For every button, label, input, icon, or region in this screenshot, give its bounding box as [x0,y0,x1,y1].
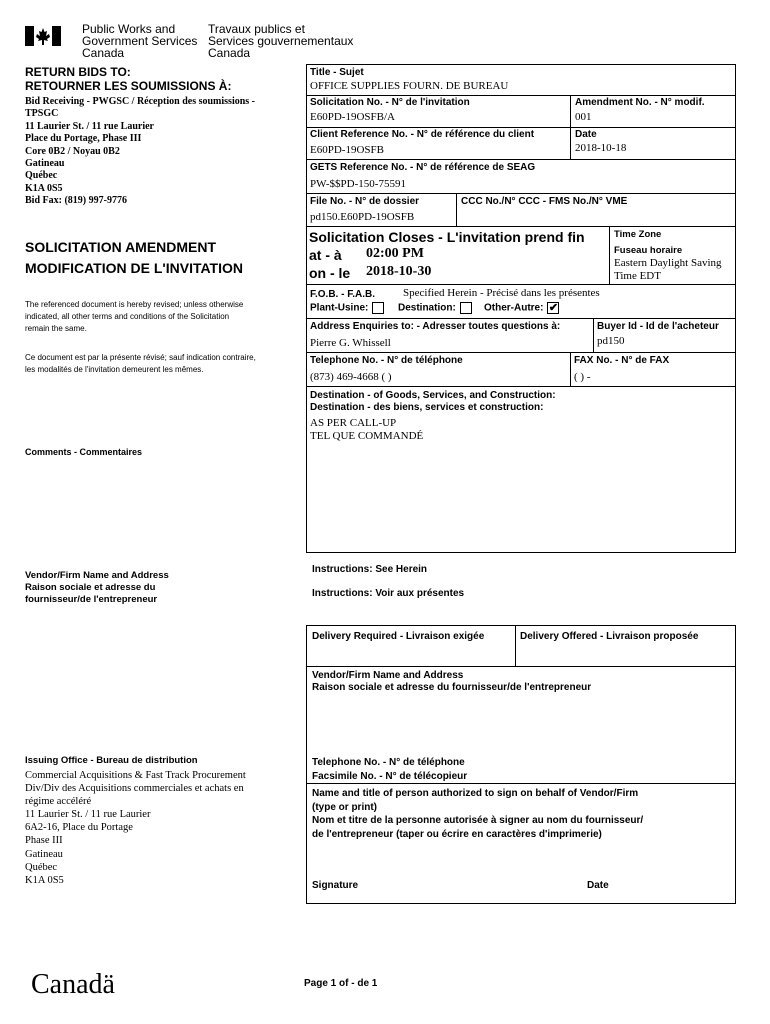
address-line: Bid Fax: (819) 997-9776 [25,195,127,207]
client-reference-value: E60PD-19OSFB [310,144,384,156]
comments-label: Comments - Commentaires [25,447,143,457]
fob-label: F.O.B. - F.A.B. [310,289,375,300]
issuing-line: Québec [25,861,58,873]
amendment-text-line: les modalités de l'invitation demeurent les mêmes. [25,365,204,374]
dept-en-line: Government Services [82,34,198,48]
vendor-left-label [25,570,169,606]
vendor-left-line: Vendor/Firm Name and Address [25,570,169,581]
address-line: K1A 0S5 [25,182,63,194]
canada-flag-logo [25,26,61,46]
closes-title: Solicitation Closes - L'invitation prend fin [309,229,585,245]
issuing-line: Phase III [25,835,63,847]
signature-date-label: Date [587,880,609,891]
time-zone-value-line: Eastern Daylight Saving [614,257,722,269]
department-name-fr [208,23,353,59]
date-label: Date [575,129,597,140]
solicitation-number-value: E60PD-19OSFB/A [310,111,395,123]
amendment-title-en: SOLICITATION AMENDMENT [25,239,217,255]
amendment-text-line: Ce document est par la présente révisé; sauf indication contraire, [25,353,256,362]
gets-reference-value: PW-$$PD-150-75591 [310,178,406,190]
time-zone-label-line: Fuseau horaire [614,245,683,256]
fob-value: Specified Herein - Précisé dans les présentes [403,287,600,299]
authorized-line: (type or print) [312,801,377,813]
amendment-number-value: 001 [575,111,592,123]
vendor-box-line: Raison sociale et adresse du fournisseur/de l'entrepreneur [312,682,592,693]
issuing-line: K1A 0S5 [25,874,64,886]
address-line: Gatineau [25,158,65,170]
tel-fax-label [312,756,467,784]
address-line: Place du Portage, Phase III [25,133,142,145]
plant-label-text: Plant-Usine: [310,302,369,314]
dept-fr-line: Services gouvernementaux [208,34,354,48]
return-bids-title [25,65,231,93]
fax-value: ( ) - [574,371,591,383]
address-enquiries-value: Pierre G. Whissell [310,337,391,349]
address-line: Québec [25,170,58,182]
other-checkbox-label [484,302,559,315]
closes-at-label: at - à [309,247,342,263]
address-line: TPSGC [25,108,59,120]
page-number: Page 1 of - de 1 [304,978,378,989]
issuing-line: Div/Div des Acquisitions commerciales et achats en [25,783,244,795]
issuing-office-label: Issuing Office - Bureau de distribution [25,755,198,766]
closes-date: 2018-10-30 [366,264,432,279]
destination-checkbox-label [398,302,472,315]
tel-fax-line: Facsimile No. - N° de télécopieur [312,771,468,782]
issuing-line: régime accéléré [25,796,92,808]
destination-label-text: Destination: [398,302,456,314]
instructions-fr: Instructions: Voir aux présentes [312,588,465,599]
fax-label: FAX No. - N° de FAX [574,355,670,366]
amendment-text-line: indicated, all other terms and conditions of the Solicitation [25,312,230,321]
destination-label-line: Destination - of Goods, Services, and Construction: [310,390,556,401]
telephone-value: (873) 469-4668 ( ) [310,371,392,383]
authorized-person-label [312,787,643,841]
amendment-number-label: Amendment No. - N° modif. [575,97,705,108]
telephone-label: Telephone No. - N° de téléphone [310,355,463,366]
vendor-left-line: Raison sociale et adresse du [25,582,156,593]
file-number-label: File No. - N° de dossier [310,196,420,207]
date-value: 2018-10-18 [575,142,627,154]
title-label: Title - Sujet [310,67,364,78]
buyer-id-value: pd150 [597,335,625,347]
issuing-line: Gatineau [25,848,63,860]
ccc-number-label: CCC No./N° CCC - FMS No./N° VME [461,196,628,207]
vendor-left-line: fournisseur/de l'entrepreneur [25,594,158,605]
authorized-line: de l'entrepreneur (taper ou écrire en caractères d'imprimerie) [312,828,602,840]
instructions-en: Instructions: See Herein [312,564,428,575]
destination-label [310,390,556,414]
time-zone-label-line: Time Zone [614,229,662,240]
other-label-text: Other-Autre: [484,302,544,314]
title-value: OFFICE SUPPLIES FOURN. DE BUREAU [310,80,509,92]
destination-value [310,417,423,443]
plant-label [310,302,384,315]
address-enquiries-label: Address Enquiries to: - Adresser toutes questions à: [310,321,561,332]
destination-label-line: Destination - des biens, services et construction: [310,402,544,413]
address-line: Core 0B2 / Noyau 0B2 [25,145,120,157]
closes-on-label: on - le [309,265,351,281]
vendor-box-line: Vendor/Firm Name and Address [312,670,464,681]
address-line: 11 Laurier St. / 11 rue Laurier [25,120,154,132]
address-line: Bid Receiving - PWGSC / Réception des soumissions - [25,96,256,107]
dept-fr-line: Canada [208,46,251,60]
amendment-text-fr [25,352,256,376]
amendment-text-line: remain the same. [25,324,87,333]
delivery-required-label: Delivery Required - Livraison exigée [312,631,485,642]
closes-time: 02:00 PM [366,246,424,261]
solicitation-number-label: Solicitation No. - N° de l'invitation [310,97,470,108]
amendment-text-line: The referenced document is hereby revised; unless otherwise [25,300,244,309]
amendment-title [25,237,243,279]
destination-value-line: AS PER CALL-UP [310,417,397,429]
issuing-office-address [25,769,246,887]
destination-checkbox[interactable] [460,302,472,314]
amendment-text-en [25,299,243,335]
dept-fr-line: Travaux publics et [208,22,305,36]
issuing-line: 6A2-16, Place du Portage [25,822,133,834]
delivery-offered-label: Delivery Offered - Livraison proposée [520,631,699,642]
amendment-title-fr: MODIFICATION DE L'INVITATION [25,260,243,276]
client-reference-label: Client Reference No. - N° de référence du client [310,129,535,140]
plant-checkbox[interactable] [372,302,384,314]
return-bids-title-fr: RETOURNER LES SOUMISSIONS À: [25,79,232,93]
return-bids-address [25,96,255,208]
tel-fax-line: Telephone No. - N° de téléphone [312,757,465,768]
canada-wordmark: Canadä [31,969,115,1000]
gets-reference-label: GETS Reference No. - N° de référence de SEAG [310,162,536,173]
issuing-line: Commercial Acquisitions & Fast Track Procurement [25,770,246,781]
authorized-line: Nom et titre de la personne autorisée à signer au nom du fournisseur/ [312,815,644,826]
time-zone-value-line: Time EDT [614,270,661,282]
destination-value-line: TEL QUE COMMANDÉ [310,430,424,442]
issuing-line: 11 Laurier St. / 11 rue Laurier [25,809,151,821]
authorized-line: Name and title of person authorized to sign on behalf of Vendor/Firm [312,788,639,799]
time-zone-value [614,257,722,283]
time-zone-label [614,229,682,257]
signature-label: Signature [312,880,359,891]
dept-en-line: Canada [82,46,125,60]
return-bids-title-en: RETURN BIDS TO: [25,65,131,79]
other-checkbox[interactable]: ✔ [548,302,559,314]
vendor-box-label [312,670,591,694]
buyer-id-label: Buyer Id - Id de l'acheteur [597,321,719,332]
department-name-en [82,23,197,59]
file-number-value: pd150.E60PD-19OSFB [310,211,415,223]
dept-en-line: Public Works and [82,22,176,36]
